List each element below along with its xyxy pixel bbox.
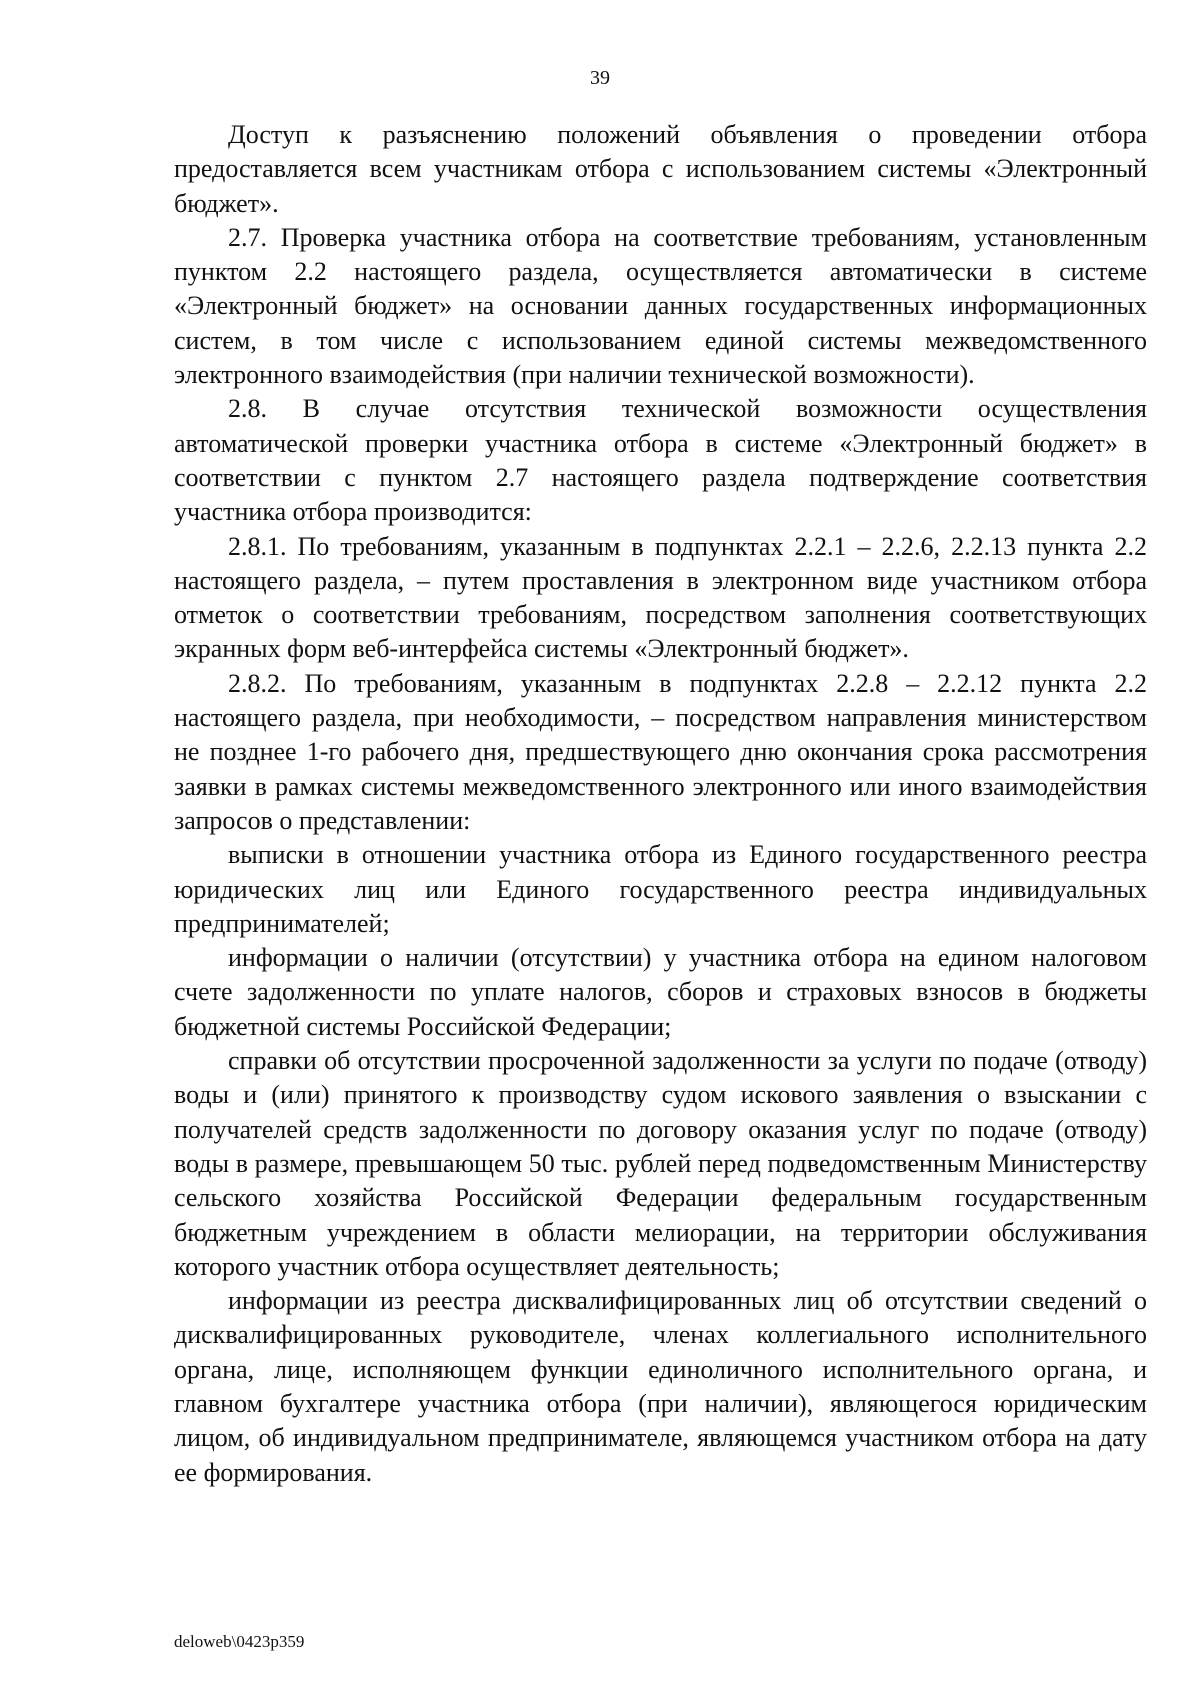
paragraph-2-7: 2.7. Проверка участника отбора на соответствие требованиям, установленным пунктом 2.2 настоящего раздела, осуществляется автоматически в системе «Электронный бюджет» на основании данных государственных информационных систем, в том числе с использованием единой системы межведомственного электронного взаимодействия (при наличии технической возможности). <box>174 222 1147 390</box>
paragraph-extract-registry: выписки в отношении участника отбора из Единого государственного реестра юридических лиц или Единого государственного реестра индивидуальных предпринимателей; <box>174 840 1147 938</box>
paragraph-2-8-1: 2.8.1. По требованиям, указанным в подпунктах 2.2.1 – 2.2.6, 2.2.13 пункта 2.2 настоящего раздела, – путем проставления в электронном виде участником отбора отметок о соответствии требованиям, посредством заполнения соответствующих экранных форм веб-интерфейса системы «Электронный бюджет». <box>174 531 1147 664</box>
page-number: 39 <box>590 67 610 89</box>
paragraph-disqualified-persons: информации из реестра дисквалифицированных лиц об отсутствии сведений о дисквалифицированных руководителе, членах коллегиального исполнительного органа, лице, исполняющем функции единоличного исполнительного органа, и главном бухгалтере участника отбора (при наличии), являющегося юридическим лицом, об индивидуальном предпринимателе, являющемся участником отбора на дату ее формирования. <box>174 1286 1147 1487</box>
paragraph-tax-debt-info: информации о наличии (отсутствии) у участника отбора на едином налоговом счете задолженности по уплате налогов, сборов и страховых взносов в бюджеты бюджетной системы Российской Федерации; <box>174 943 1147 1041</box>
paragraph-access-clarification: Доступ к разъяснению положений объявления о проведении отбора предоставляется всем участникам отбора с использованием системы «Электронный бюджет». <box>174 120 1147 218</box>
paragraph-water-debt-certificate: справки об отсутствии просроченной задолженности за услуги по подаче (отводу) воды и (или) принятого к производству судом искового заявления о взыскании с получателей средств задолженности по договору оказания услуг по подаче (отводу) воды в размере, превышающем 50 тыс. рублей перед подведомственным Министерству сельского хозяйства Российской Федерации федеральным государственным бюджетным учреждением в области мелиорации, на территории обслуживания которого участник отбора осуществляет деятельность; <box>174 1046 1147 1281</box>
document-body <box>174 118 1147 1490</box>
paragraph-2-8-2: 2.8.2. По требованиям, указанным в подпунктах 2.2.8 – 2.2.12 пункта 2.2 настоящего раздела, при необходимости, – посредством направления министерством не позднее 1-го рабочего дня, предшествующего дню окончания срока рассмотрения заявки в рамках системы межведомственного электронного или иного взаимодействия запросов о представлении: <box>174 668 1147 835</box>
paragraph-2-8: 2.8. В случае отсутствия технической возможности осуществления автоматической проверки участника отбора в системе «Электронный бюджет» в соответствии с пунктом 2.7 настоящего раздела подтверждение соответствия участника отбора производится: <box>174 394 1147 527</box>
document-code: deloweb\0423p359 <box>174 1632 305 1651</box>
